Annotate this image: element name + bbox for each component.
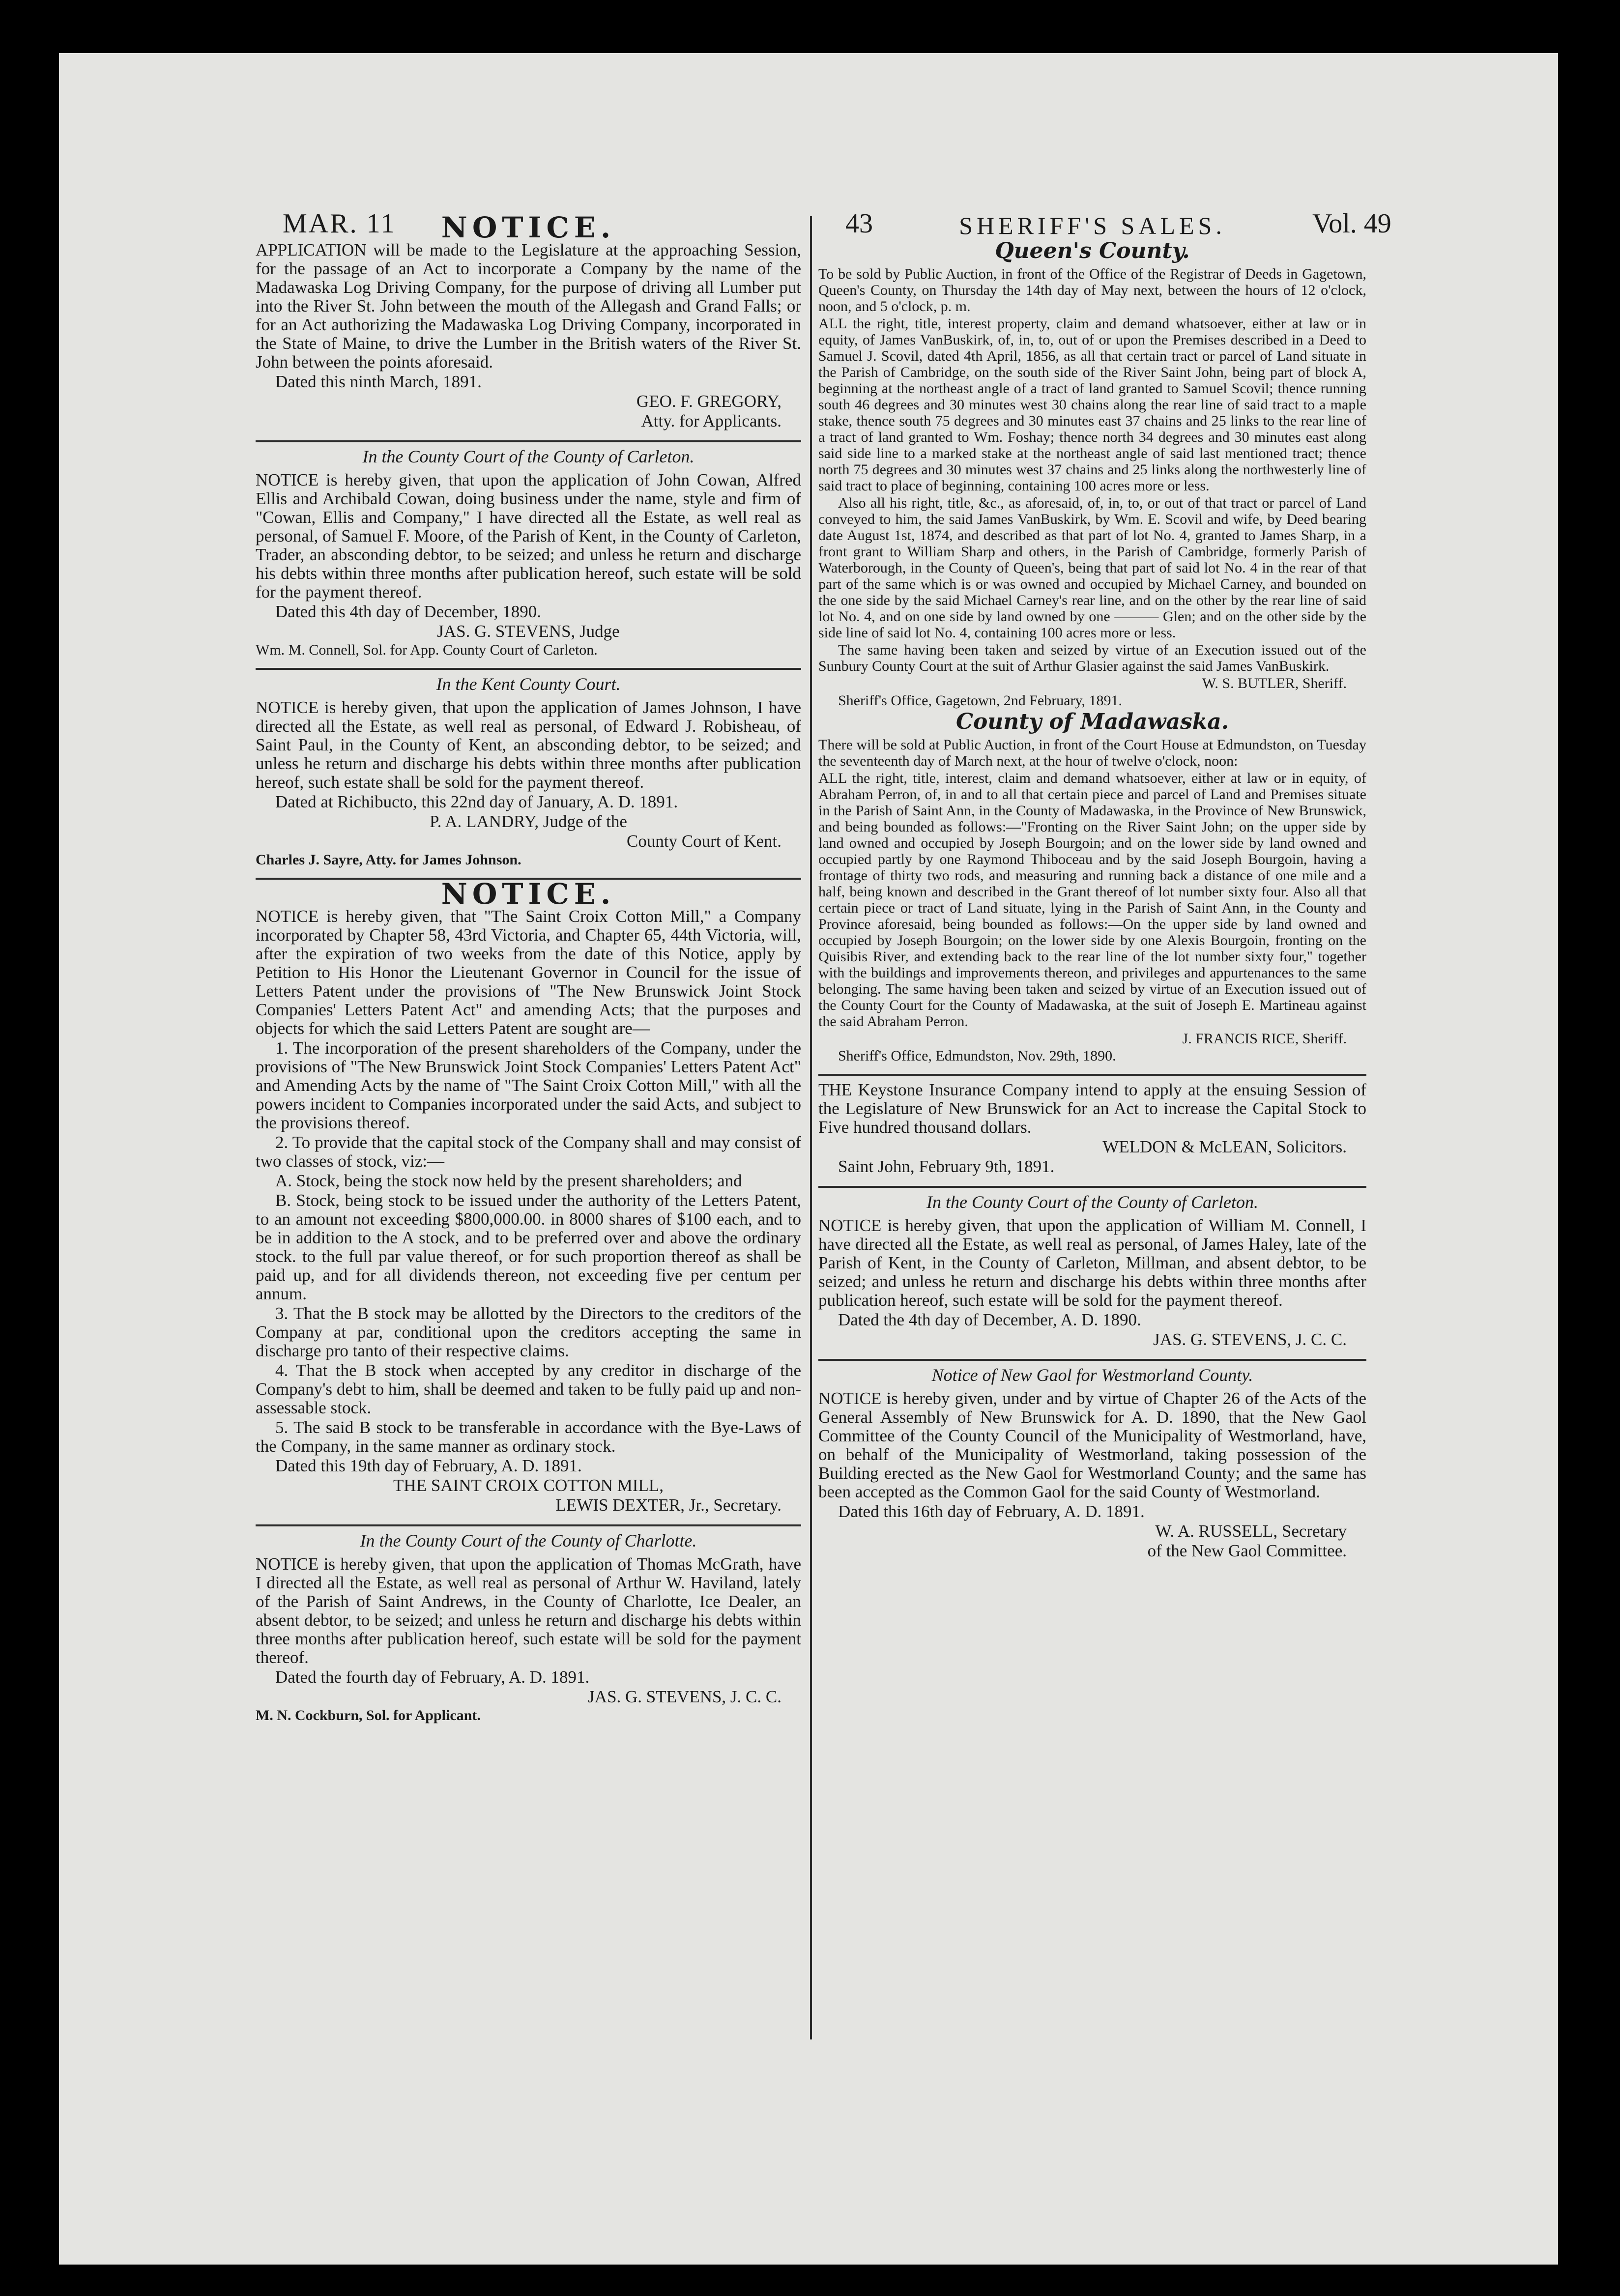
notice-body: NOTICE is hereby given, that upon the application of James Johnson, I have directed all the Estate, as well real as personal, of Edward J. Robisheau, of Saint Paul, in the County of Kent, an absconding debtor, to be seized; and unless he return and discharge his debts within three months after publication hereof, such estate shall be sold for the payment thereof. (256, 698, 801, 792)
notice-dated: Dated this ninth March, 1891. (275, 372, 482, 391)
notice-dated: Dated this 4th day of December, 1890. (275, 602, 541, 621)
signature-solicitors: WELDON & McLEAN, Solicitors. (1102, 1137, 1347, 1156)
court-heading: In the County Court of the County of Carleton. (926, 1192, 1258, 1212)
signature-title: Atty. for Applicants. (641, 411, 781, 430)
sale-body: The same having been taken and seized by virtue of an Execution issued out of the Sunbury County Court at the suit of Arthur Glasier against the said James VanBuskirk. (818, 642, 1366, 674)
signature-office: Sheriff's Office, Edmundston, Nov. 29th, 1890. (838, 1048, 1116, 1064)
notice-body: NOTICE is hereby given, that upon the application of Thomas McGrath, have I directed all the Estate, as well real as personal of Arthur W. Haviland, lately of the Parish of Saint Andrews, in the County of Charlotte, Ice Dealer, an absent debtor, to be seized; and unless he return and discharge his debts within three months after publication hereof, such estate will be sold for the payment thereof. (256, 1554, 801, 1667)
sale-intro: There will be sold at Public Auction, in front of the Court House at Edmundston, on Tuesday the seventeenth day of March next, at the hour of twelve o'clock, noon: (818, 737, 1366, 769)
notice-westmorland-gaol (818, 1366, 1366, 1560)
notice-dated: Dated at Richibucto, this 22nd day of January, A. D. 1891. (275, 792, 678, 811)
notice-dated: Saint John, February 9th, 1891. (838, 1157, 1055, 1176)
court-heading: In the County Court of the County of Carleton. (362, 447, 694, 466)
section-divider (818, 1074, 1366, 1076)
notice-body: NOTICE is hereby given, that "The Saint Croix Cotton Mill," a Company incorporated by Chapter 58, 43rd Victoria, and Chapter 65, 44th Victoria, will, after the expiration of two weeks from the date of this Notice, apply by Petition to His Honor the Lieutenant Governor in Council for the issue of Letters Patent under the provisions of "The New Brunswick Joint Stock Companies' Letters Patent Act" and amending Acts; that the purposes and objects for which the said Letters Patent are sought are— (256, 907, 801, 1038)
sale-body: ALL the right, title, interest property, claim and demand whatsoever, either at law or in equity, of James VanBuskirk, of, in, to, out of or upon the Premises described in a Deed to Samuel J. Scovil, dated 4th April, 1856, as all that certain tract or parcel of Land situate in the Parish of Cambridge, on the south side of the River Saint John, being part of block A, beginning at the northeast angle of a tract of land granted to Samuel Scovil; thence running south 46 degrees and 30 minutes west 30 chains along the rear line of said tract to a maple stake, thence south 75 degrees and 30 minutes east 37 chains and 25 links to the rear line of a tract of land granted to Wm. Foshay; thence north 34 degrees and 30 minutes east along said side line to a marked stake at the northeast angle of said last mentioned tract; thence north 75 degrees and 30 minutes west 37 chains and 25 links along the northwesterly line of said tract to place of beginning, containing 100 acres more or less. (818, 316, 1366, 494)
signature-solicitor: Wm. M. Connell, Sol. for App. County Court of Carleton. (256, 642, 598, 658)
signature-name: JAS. G. STEVENS, J. C. C. (588, 1687, 781, 1706)
signature-name: JAS. G. STEVENS, J. C. C. (1153, 1330, 1347, 1349)
section-divider (818, 1359, 1366, 1361)
sheriff-sales-title: SHERIFF'S SALES. (959, 212, 1226, 239)
sale-intro: To be sold by Public Auction, in front of the Office of the Registrar of Deeds in Gagetown, Queen's County, on Thursday the 14th day of May next, between the hours of 12 o'clock, noon, and 5 o'clock, p. m. (818, 266, 1366, 315)
notice-item: 5. The said B stock to be transferable in accordance with the Bye-Laws of the Company, in the same manner as ordinary stock. (256, 1418, 801, 1456)
right-column (818, 212, 1366, 1561)
court-heading: Notice of New Gaol for Westmorland County. (931, 1365, 1253, 1385)
section-divider (256, 440, 801, 442)
notice-item: 4. That the B stock when accepted by any creditor in discharge of the Company's debt to him, shall be deemed and taken to be fully paid up and non-assessable stock. (256, 1361, 801, 1417)
notice-item: B. Stock, being stock to be issued under the authority of the Letters Patent, to an amount not exceeding $800,000.00. in 8000 shares of $100 each, and to be in addition to the A stock, and to be preferred over and above the ordinary stock. to the full par value thereof, or for such proportion thereof as shall be paid up, and for all dividends thereon, not exceeding five per centum per annum. (256, 1191, 801, 1303)
signature-solicitor: M. N. Cockburn, Sol. for Applicant. (256, 1707, 481, 1723)
signature-name: JAS. G. STEVENS, Judge (437, 622, 620, 641)
section-divider (256, 668, 801, 670)
notice-carleton-haley (818, 1193, 1366, 1349)
notice-dated: Dated the fourth day of February, A. D. 1891. (275, 1667, 590, 1687)
notice-dated: Dated the 4th day of December, A. D. 1890. (838, 1310, 1141, 1329)
signature-sheriff: W. S. BUTLER, Sheriff. (1202, 675, 1347, 691)
signature-name: W. A. RUSSELL, Secretary (1155, 1521, 1347, 1541)
signature-name: P. A. LANDRY, Judge of the (430, 812, 627, 831)
notice-log-driving (256, 211, 801, 430)
notice-item: 3. That the B stock may be allotted by the Directors to the creditors of the Company at par, conditional upon the creditors accepting the same in discharge pro tanto of their respective claims. (256, 1304, 801, 1360)
court-heading: In the County Court of the County of Charlotte. (360, 1531, 697, 1550)
notice-kent-court (256, 675, 801, 868)
sale-body: Also all his right, title, &c., as aforesaid, of, in, to, or out of that tract or parcel of Land conveyed to him, the said James VanBuskirk, by Wm. E. Scovil and wife, by Deed bearing date August 1st, 1874, and described as that part of lot No. 4, granted to James Sharp, in a front grant to William Sharp and others, in the Parish of Cambridge, formerly Parish of Waterborough, in the County of Queen's, being that part of said lot No. 4 in the rear of that part of the same which is or was owned and occupied by Michael Carney, and bounded on the one side by the said Michael Carney's rear line, and on the other by the rear line of said lot No. 4, and on one side by land owned by one ——— Glen; and on the other side by the side line of said lot No. 4, containing 100 acres more or less. (818, 495, 1366, 641)
notice-body: THE Keystone Insurance Company intend to apply at the ensuing Session of the Legislature of New Brunswick for an Act to increase the Capital Stock to Five hundred thousand dollars. (818, 1080, 1366, 1137)
signature-company: THE SAINT CROIX COTTON MILL, (393, 1476, 664, 1495)
notice-carleton-court (256, 447, 801, 658)
signature-title: of the New Gaol Committee. (1147, 1541, 1347, 1560)
signature-sheriff: J. FRANCIS RICE, Sheriff. (1182, 1031, 1347, 1047)
notice-charlotte-court (256, 1531, 801, 1723)
notice-title: NOTICE. (441, 877, 616, 911)
column-divider (810, 216, 812, 2039)
volume-number: Vol. 49 (1312, 208, 1391, 239)
notice-item: A. Stock, being the stock now held by the present shareholders; and (275, 1171, 742, 1190)
notice-dated: Dated this 16th day of February, A. D. 1891. (838, 1502, 1145, 1521)
notice-body: NOTICE is hereby given, that upon the application of William M. Connell, I have directed all the Estate, as well real as personal, of James Haley, late of the Parish of Kent, in the County of Carleton, Millman, and absent debtor, to be seized; and unless he return and discharge his debts within three months after publication hereof, such estate will be sold for the payment thereof. (818, 1216, 1366, 1310)
signature-office: Sheriff's Office, Gagetown, 2nd February, 1891. (838, 692, 1123, 709)
section-divider (256, 1524, 801, 1526)
notice-body: NOTICE is hereby given, under and by virtue of Chapter 26 of the Acts of the General Assembly of New Brunswick for A. D. 1890, that the New Gaol Committee of the County Council of the Municipality of Westmorland, have, on behalf of the Municipality of Westmorland, taking possession of the Building erected as the New Gaol for Westmorland County; and the same has been accepted as the Common Gaol for the said County of Westmorland. (818, 1389, 1366, 1501)
signature-title: County Court of Kent. (627, 832, 781, 851)
county-heading: County of Madawaska. (955, 709, 1229, 734)
notice-body: APPLICATION will be made to the Legislature at the approaching Session, for the passage of an Act to incorporate a Company by the name of the Madawaska Log Driving Company, for the purpose of driving all Lumber put into the River St. John between the mouth of the Allegash and Grand Falls; or for an Act authorizing the Madawaska Log Driving Company, incorporated in the State of Maine, to drive the Lumber in the British waters of the River St. John between the points aforesaid. (256, 240, 801, 372)
notice-item: 2. To provide that the capital stock of the Company shall and may consist of two classes of stock, viz:— (256, 1133, 801, 1171)
notice-title: NOTICE. (441, 211, 616, 244)
left-column (256, 211, 801, 1724)
sale-madawaska-county (818, 709, 1366, 1064)
county-heading: Queen's County. (995, 238, 1190, 263)
sale-queens-county (818, 238, 1366, 709)
signature-name: GEO. F. GREGORY, (636, 392, 781, 411)
sale-body: ALL the right, title, interest, claim and demand whatsoever, either at law or in equity, of Abraham Perron, of, in and to all that certain piece and parcel of Land and Premises situate in the Parish of Saint Ann, in the County of Madawaska, in the Province of New Brunswick, and being bounded as follows:—"Fronting on the River Saint John; on the upper side by land owned and occupied by Joseph Bourgoin; and on the lower side by land owned and occupied partly by one Raymond Thiboceau and by the said Joseph Bourgoin, having a frontage of thirty two rods, and measuring and running back a distance of one mile and a half, being known and described in the Grant thereof of lot number sixty four. Also all that certain piece or tract of Land situate, lying in the Parish of Saint Ann, in the County and Province aforesaid, being bounded as follows:—On the upper side by land owned and occupied by Joseph Bourgoin; on the lower side by one Alexis Bourgoin, fronting on the Quisibis River, and extending back to the rear line of the lot number sixty four," together with the buildings and improvements thereon, and privileges and appurtenances to the same belonging. The same having been taken and seized by virtue of an Execution issued out of the County Court for the County of Madawaska, at the suit of Joseph E. Martineau against the said Abraham Perron. (818, 770, 1366, 1030)
notice-body: NOTICE is hereby given, that upon the application of John Cowan, Alfred Ellis and Archibald Cowan, doing business under the name, style and firm of "Cowan, Ellis and Company," I have directed all the Estate, as well real as personal, of Samuel F. Moore, of the Parish of Kent, in the County of Carleton, Trader, an absconding debtor, to be seized; and unless he return and discharge his debts within three months after publication hereof, such estate will be sold for the payment thereof. (256, 470, 801, 602)
signature-attorney: Charles J. Sayre, Atty. for James Johnson. (256, 852, 521, 868)
signature-secretary: LEWIS DEXTER, Jr., Secretary. (555, 1495, 781, 1515)
court-heading: In the Kent County Court. (436, 674, 621, 694)
section-divider (818, 1186, 1366, 1188)
notice-saint-croix (256, 877, 801, 1515)
page-number: 43 (845, 208, 873, 239)
notice-item: 1. The incorporation of the present shareholders of the Company, under the provisions of "The New Brunswick Joint Stock Companies' Letters Patent Act" and Amending Acts by the name of "The Saint Croix Cotton Mill," with all the powers incident to Companies incorporated under the said Acts, and subject to the provisions thereof. (256, 1038, 801, 1132)
issue-date: MAR. 11 (283, 208, 396, 239)
notice-keystone-insurance (818, 1081, 1366, 1176)
notice-dated: Dated this 19th day of February, A. D. 1891. (275, 1456, 582, 1475)
